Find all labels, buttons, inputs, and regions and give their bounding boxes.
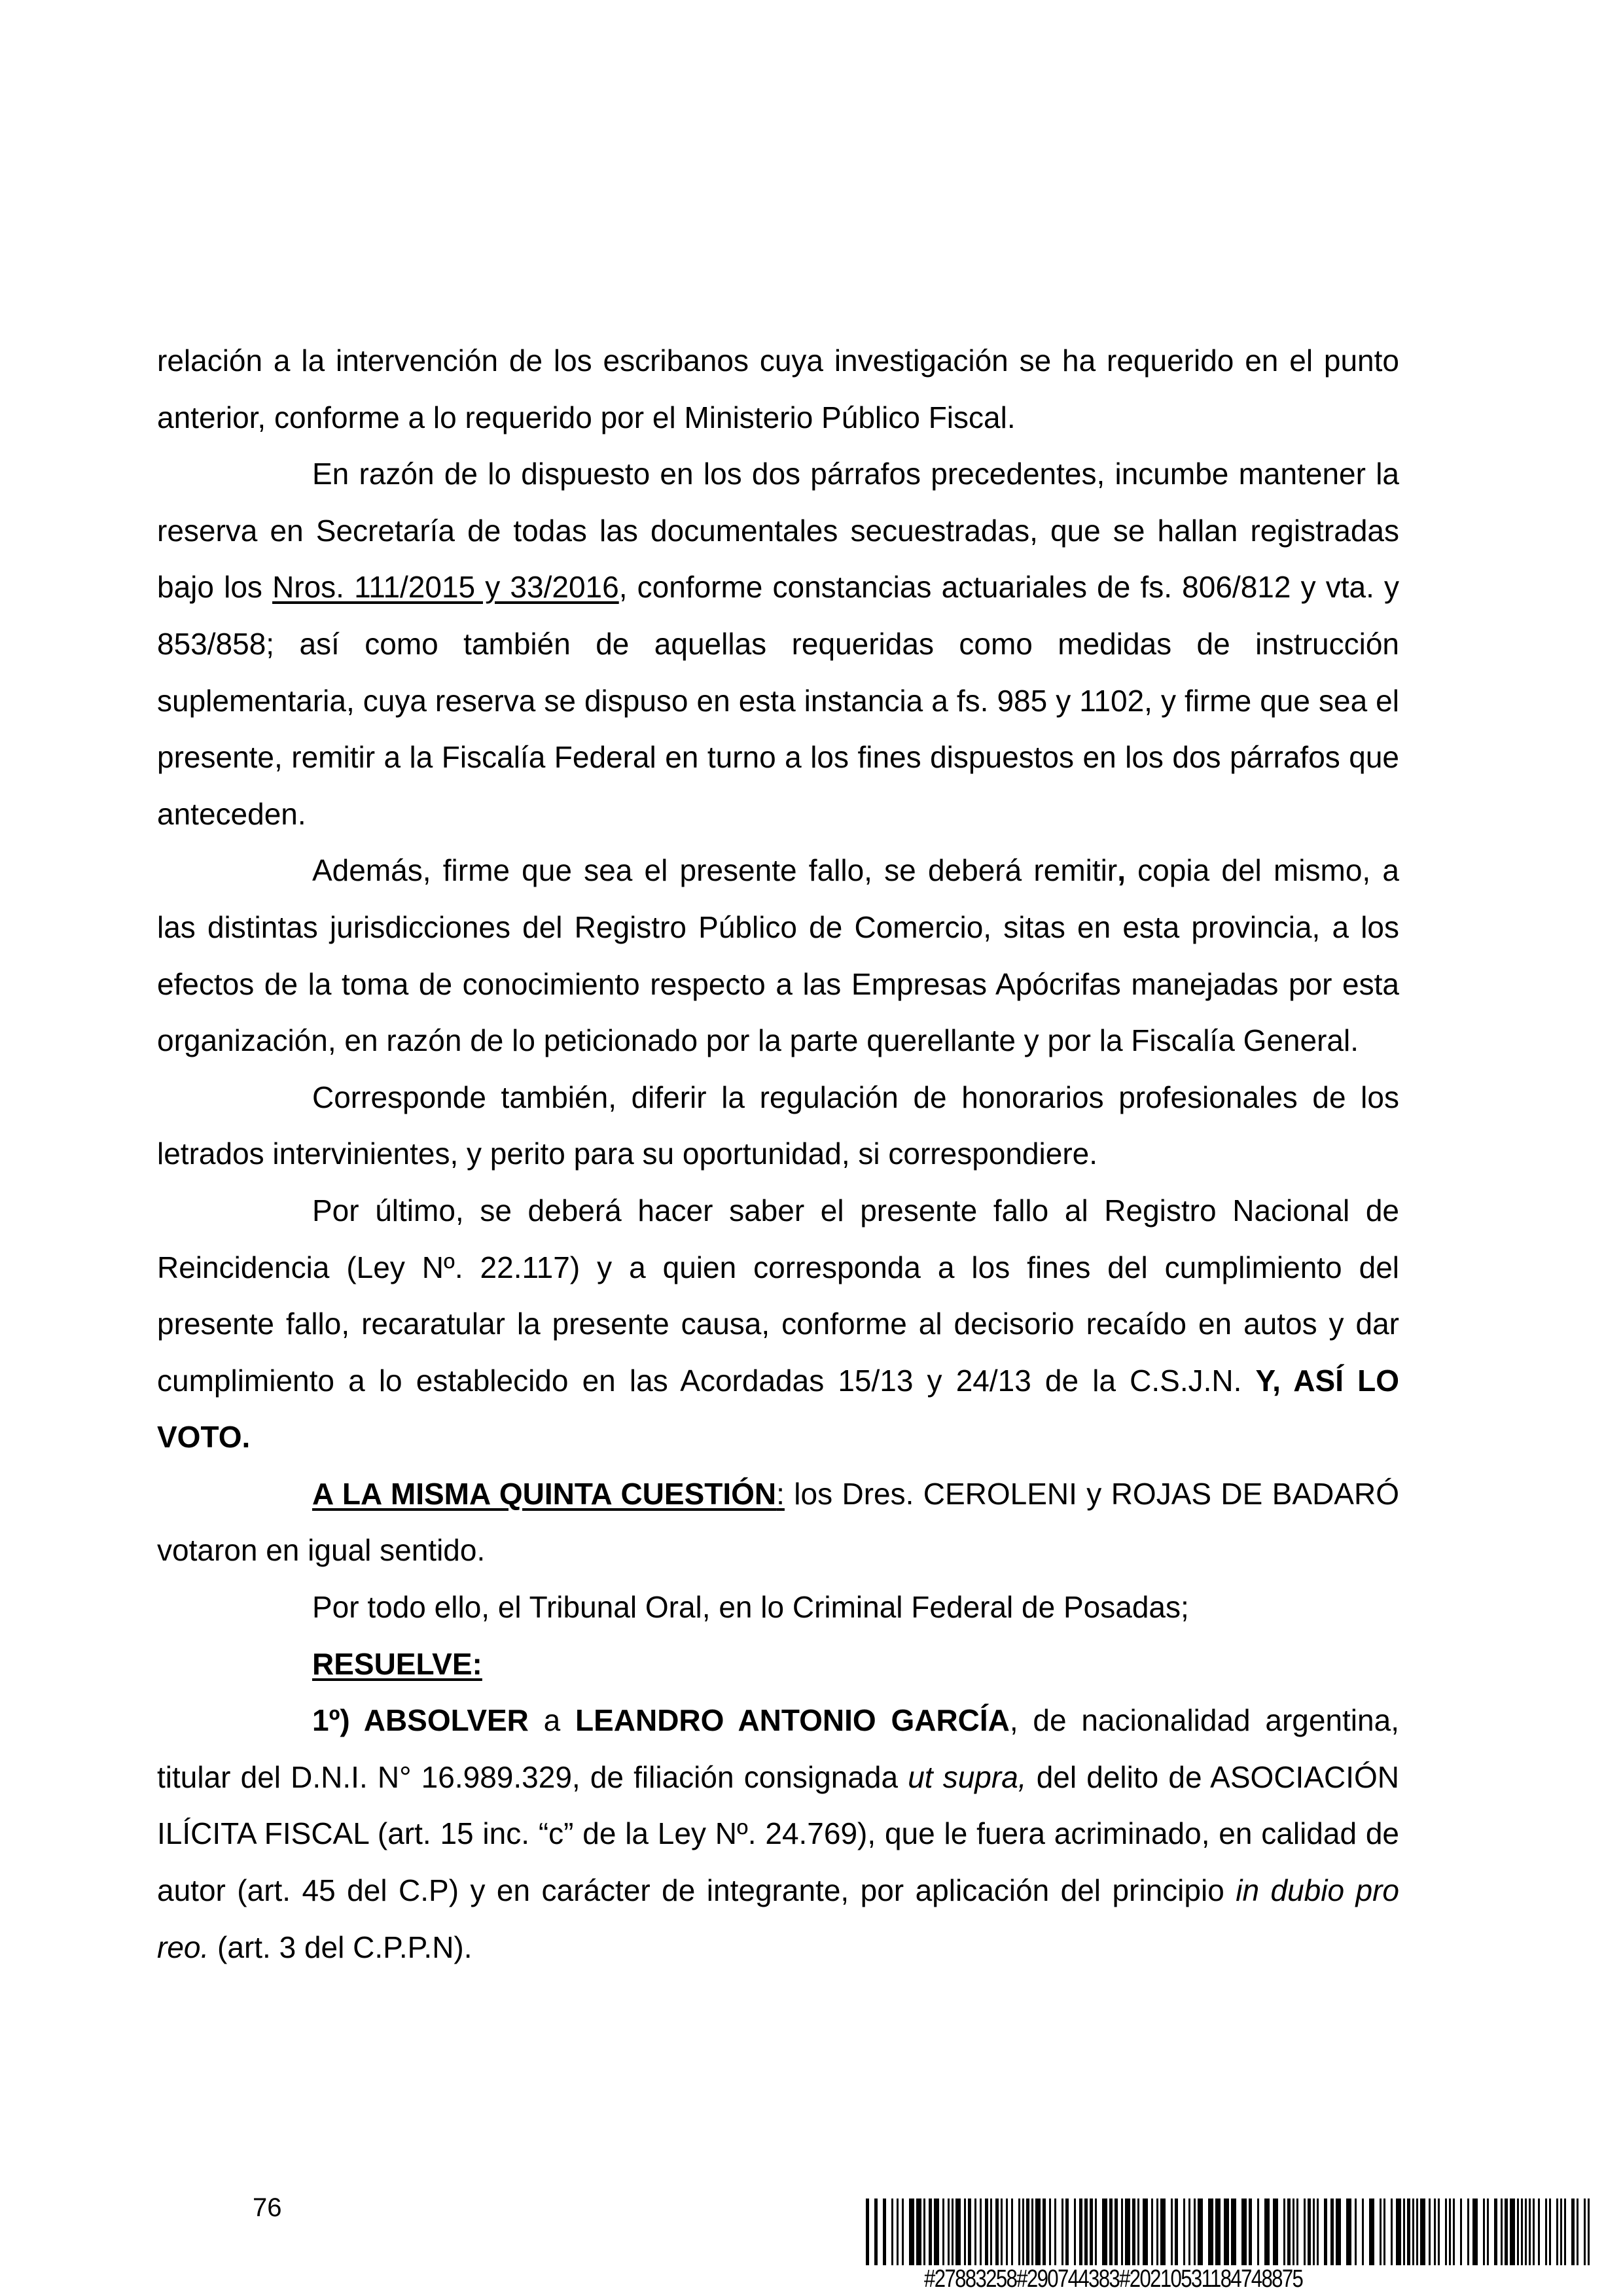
defendant-name: LEANDRO ANTONIO GARCÍA — [575, 1703, 1010, 1738]
document-body — [157, 332, 1399, 1975]
barcode-bar — [1241, 2199, 1247, 2265]
barcode-bar — [1341, 2199, 1346, 2265]
paragraph-tribunal — [157, 1579, 1399, 1636]
barcode-bar — [1215, 2199, 1221, 2265]
barcode-bar — [1035, 2199, 1041, 2265]
paragraph-text: a — [528, 1703, 575, 1738]
barcode-bar — [1056, 2199, 1061, 2265]
paragraph-text: copia del mismo, a las distintas jurisdicciones del Registro Público de Comercio, sitas en esta provincia, a los efectos de la toma de conocimiento respecto a las Empresas Apócrifas manejadas por esta organización, en razón de lo peticionado por la parte querellante y por la Fiscalía General. — [157, 853, 1399, 1058]
barcode-bar — [1346, 2199, 1351, 2265]
barcode-bar — [1455, 2199, 1460, 2265]
barcode-bar — [1102, 2199, 1107, 2265]
barcode-bar — [1489, 2199, 1494, 2265]
barcode-bar — [1374, 2199, 1380, 2265]
paragraph-text: Por último, se deberá hacer saber el presente fallo al Registro Nacional de Reincidencia (Ley Nº. 22.117) y a quien corresponda a los fines del cumplimiento del presente fallo, recaratular la presente causa, conforme al decisorio recaído en autos y dar cumplimiento a lo establecido en las Acordadas 15/13 y 24/13 de la C.S.J.N. — [157, 1193, 1399, 1398]
paragraph-text: En razón de lo dispuesto en los dos párrafos precedentes, incumbe mantener la reserva en Secretaría de todas las documentales secuestradas, que se hallan registradas bajo los — [157, 457, 1399, 605]
barcode-bar — [1143, 2199, 1148, 2265]
resuelve-heading — [157, 1636, 1399, 1693]
barcode-bar — [1203, 2199, 1208, 2265]
paragraph-reserva — [157, 446, 1399, 842]
barcode-bar — [1319, 2199, 1324, 2265]
barcode-bar — [909, 2199, 914, 2265]
barcode-bar — [1440, 2199, 1445, 2265]
barcode-bar — [1336, 2199, 1341, 2265]
barcode-bar — [916, 2199, 921, 2265]
paragraph-absolver — [157, 1692, 1399, 1975]
barcode-bar — [1166, 2199, 1171, 2265]
paragraph-text: , de nacionalidad argentina, titular del D.N.I. N° 16.989.329, de filiación consignada — [157, 1703, 1399, 1794]
barcode-bar — [955, 2199, 961, 2265]
barcode-bar — [1396, 2199, 1401, 2265]
barcode-bar — [1278, 2199, 1283, 2265]
section-heading: RESUELVE: — [312, 1646, 482, 1681]
barcode-bar — [1252, 2199, 1257, 2265]
barcode-bar — [1385, 2199, 1391, 2265]
barcode-bar — [1462, 2199, 1467, 2265]
paragraph-text: , conforme constancias actuariales de fs. 806/812 y vta. y 853/858; así como también de aquellas requeridas como medidas de instrucción suplementaria, cuya reserva se dispuso en esta instancia a fs. 985 y 1102, y firme que sea el presente, remitir a la Fiscalía Federal en turno a los fines dispuestos en los dos párrafos que anteceden. — [157, 570, 1399, 831]
barcode-bar — [1178, 2199, 1183, 2265]
barcode-bar — [934, 2199, 939, 2265]
barcode-bar — [1231, 2199, 1236, 2265]
barcode-bar — [1540, 2199, 1545, 2265]
barcode-bar — [1510, 2199, 1515, 2265]
barcode-bar — [1298, 2199, 1304, 2265]
barcode-bar — [1590, 2199, 1594, 2265]
barcode-bar — [1125, 2199, 1130, 2265]
barcode-bar — [1478, 2199, 1483, 2265]
barcode-bar — [1357, 2199, 1362, 2265]
paragraph-continuation — [157, 332, 1399, 446]
bold-comma: , — [1117, 853, 1126, 888]
heading-colon: : — [776, 1476, 785, 1511]
barcode-bar — [1369, 2199, 1374, 2265]
barcode-bar — [1578, 2199, 1584, 2265]
paragraph-text: relación a la intervención de los escribanos cuya investigación se ha requerido en el punto anterior, conforme a lo requerido por el Ministerio Público Fiscal. — [157, 344, 1399, 434]
paragraph-honorarios — [157, 1069, 1399, 1182]
barcode-bar — [1160, 2199, 1166, 2265]
barcode-bar — [1224, 2199, 1229, 2265]
barcode-bar — [904, 2199, 909, 2265]
barcode-bar — [1364, 2199, 1369, 2265]
paragraph-remitir — [157, 842, 1399, 1069]
ruling-item: 1º) ABSOLVER — [312, 1703, 529, 1738]
barcode-bar — [886, 2199, 891, 2265]
paragraph-text: del delito de ASOCIACIÓN ILÍCITA FISCAL (art. 15 inc. “c” de la Ley Nº. 24.769), que le fuera acriminado, en calidad de autor (art. 45 del C.P) y en carácter de integrante, por aplicación del principio — [157, 1759, 1399, 1908]
paragraph-text: Corresponde también, diferir la regulación de honorarios profesionales de los letrados intervinientes, y perito para su oportunidad, si correspondiere. — [157, 1080, 1399, 1171]
barcode-bar — [1551, 2199, 1556, 2265]
italic-text: in dubio pro reo. — [157, 1873, 1399, 1964]
barcode-bar — [1420, 2199, 1425, 2265]
barcode-bar — [1259, 2199, 1264, 2265]
barcode-bar — [1208, 2199, 1213, 2265]
barcode-bar — [1273, 2199, 1278, 2265]
barcode-bar — [1566, 2199, 1571, 2265]
barcode-bar — [878, 2199, 883, 2265]
paragraph-quinta-cuestion — [157, 1466, 1399, 1579]
paragraph-text: los Dres. CEROLENI y ROJAS DE BADARÓ votaron en igual sentido. — [157, 1476, 1399, 1568]
italic-text: ut supra, — [908, 1759, 1027, 1794]
paragraph-text: Por todo ello, el Tribunal Oral, en lo Criminal Federal de Posadas; — [312, 1590, 1189, 1625]
barcode-number: #27883258#290744383#20210531184748875 — [924, 2265, 1303, 2293]
page-number: 76 — [253, 2193, 282, 2222]
barcode-bar — [1097, 2199, 1102, 2265]
paragraph-text: (art. 3 del C.P.P.N). — [209, 1930, 473, 1964]
barcode-bar — [1236, 2199, 1241, 2265]
barcode-bar — [1198, 2199, 1203, 2265]
section-heading: A LA MISMA QUINTA CUESTIÓN — [312, 1476, 777, 1511]
barcode-bar — [1472, 2199, 1478, 2265]
paragraph-reincidencia — [157, 1182, 1399, 1466]
vote-statement: Y, ASÍ LO VOTO. — [157, 1363, 1399, 1455]
barcode-bar — [869, 2199, 874, 2265]
barcode-bar — [1264, 2199, 1270, 2265]
barcode-bar — [1013, 2199, 1018, 2265]
barcode-bar — [1069, 2199, 1074, 2265]
paragraph-text: Además, firme que sea el presente fallo, se deberá remitir — [312, 853, 1118, 888]
barcode — [866, 2199, 1594, 2265]
registry-numbers: Nros. 111/2015 y 33/2016 — [272, 570, 619, 605]
